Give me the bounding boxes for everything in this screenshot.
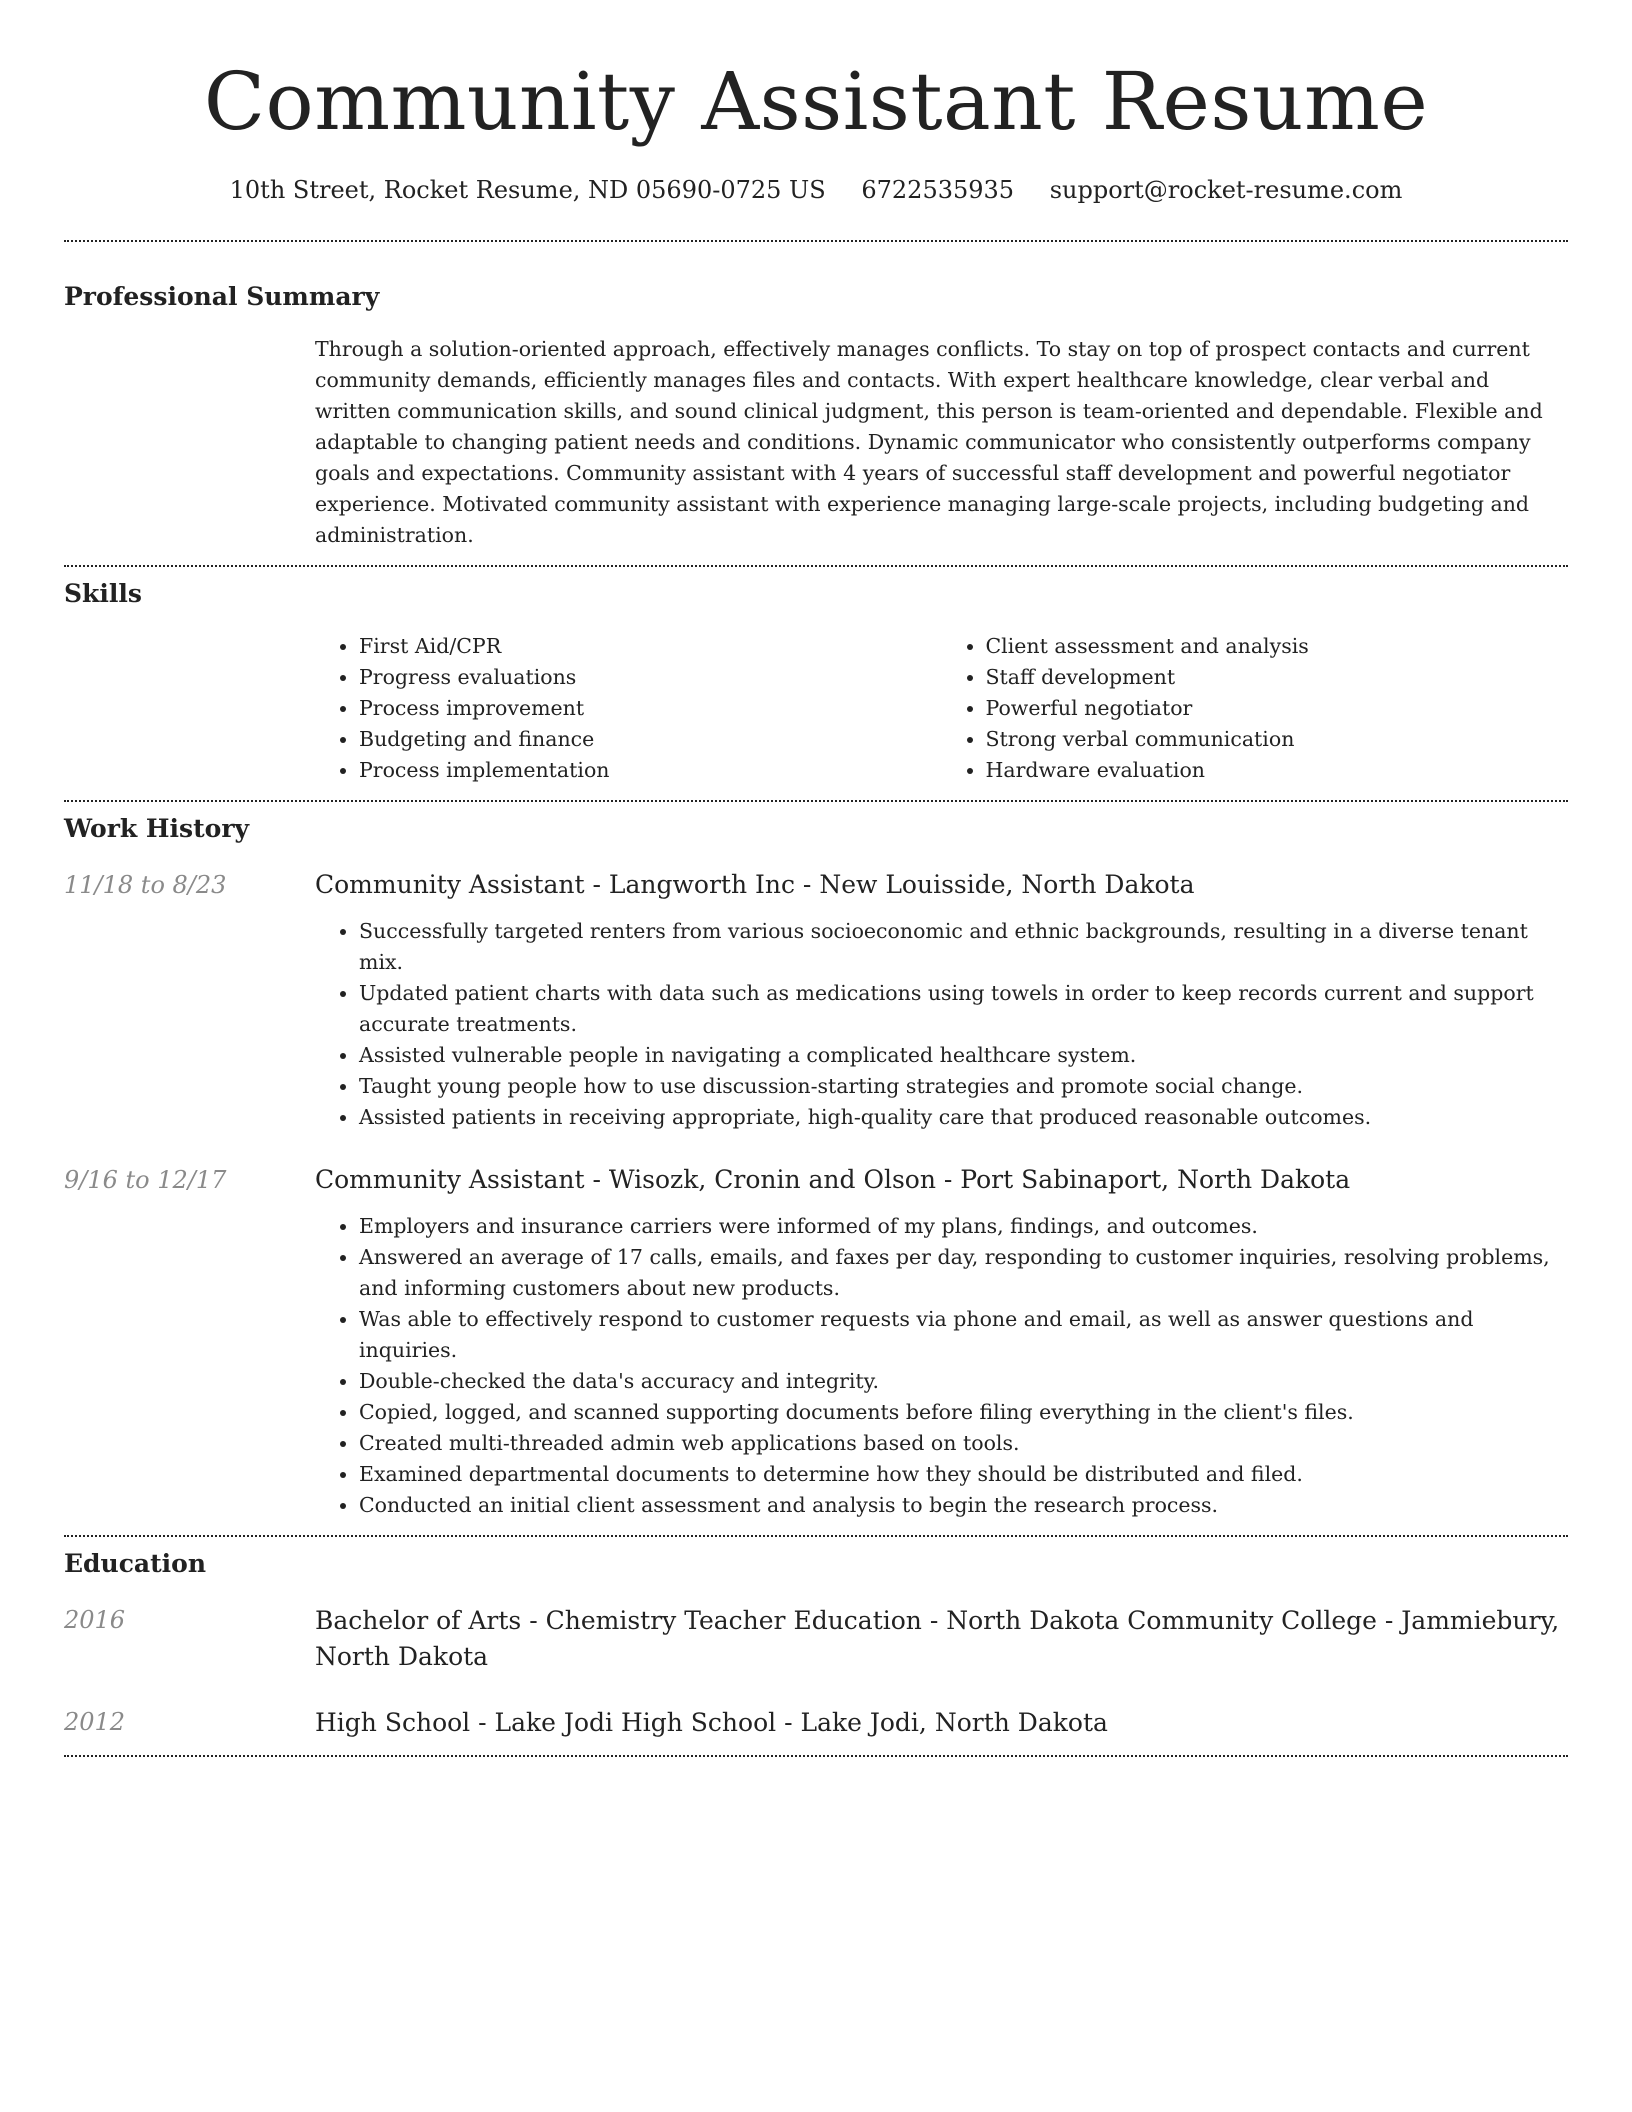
skill-item: • Hardware evaluation xyxy=(986,755,1569,786)
education-year: 2016 xyxy=(64,1606,126,1634)
skill-item: • Budgeting and finance xyxy=(359,724,942,755)
education-entry xyxy=(64,1705,1568,1741)
section-heading-summary: Professional Summary xyxy=(64,282,380,311)
job-heading xyxy=(315,1163,1568,1197)
education-school-location: - Lake Jodi High School - Lake Jodi, North Dakota xyxy=(470,1708,1108,1737)
education-degree: High School xyxy=(315,1708,471,1737)
skill-item: • Strong verbal communication xyxy=(986,724,1569,755)
job-bullet: • Assisted vulnerable people in navigating a complicated healthcare system. xyxy=(359,1040,1568,1071)
job-bullet: • Double-checked the data's accuracy and integrity. xyxy=(359,1366,1568,1397)
education-entry xyxy=(64,1603,1568,1675)
contact-email: support@rocket-resume.com xyxy=(1049,176,1403,204)
job-entry xyxy=(64,1163,1568,1521)
job-dates: 9/16 to 12/17 xyxy=(64,1166,227,1194)
job-bullets xyxy=(315,916,1568,1133)
skills-list-left xyxy=(315,631,942,786)
job-bullet: • Conducted an initial client assessment and analysis to begin the research process. xyxy=(359,1490,1568,1521)
job-employer-location: - Langworth Inc - New Louisside, North Dakota xyxy=(584,870,1195,899)
job-bullet: • Taught young people how to use discussion-starting strategies and promote social change. xyxy=(359,1071,1568,1102)
job-title: Community Assistant xyxy=(315,870,585,899)
job-entry xyxy=(64,868,1568,1133)
summary-section xyxy=(64,242,1568,551)
education-heading xyxy=(315,1603,1568,1675)
skill-item: • Client assessment and analysis xyxy=(986,631,1569,662)
skill-item: • Process implementation xyxy=(359,755,942,786)
job-bullet: • Was able to effectively respond to customer requests via phone and email, as well as answer questions and inquiries. xyxy=(359,1304,1568,1366)
job-bullet: • Examined departmental documents to determine how they should be distributed and filed. xyxy=(359,1459,1568,1490)
job-title: Community Assistant xyxy=(315,1165,585,1194)
skills-section xyxy=(64,567,1568,786)
job-heading xyxy=(315,868,1568,902)
skills-grid xyxy=(315,631,1568,786)
job-bullet: • Successfully targeted renters from various socioeconomic and ethnic backgrounds, resulting in a diverse tenant mix. xyxy=(359,916,1568,978)
skill-item: • Process improvement xyxy=(359,693,942,724)
education-heading xyxy=(315,1705,1568,1741)
work-history-section xyxy=(64,802,1568,1521)
education-degree: Bachelor of Arts - Chemistry Teacher Education xyxy=(315,1606,922,1635)
skills-list-right xyxy=(942,631,1569,786)
section-heading-skills: Skills xyxy=(64,579,142,608)
education-school-location: - North Dakota Community College - Jammiebury, North Dakota xyxy=(315,1606,1560,1671)
contact-line xyxy=(64,174,1568,206)
education-year: 2012 xyxy=(64,1708,126,1736)
job-dates: 11/18 to 8/23 xyxy=(64,871,227,899)
skill-item: • Staff development xyxy=(986,662,1569,693)
divider xyxy=(64,1755,1568,1757)
skill-item: • Progress evaluations xyxy=(359,662,942,693)
section-heading-education: Education xyxy=(64,1549,207,1578)
education-section xyxy=(64,1537,1568,1741)
summary-text: Through a solution-oriented approach, effectively manages conflicts. To stay on top of prospect contacts and current community demands, efficiently manages files and contacts. With expert healthcare knowledge, clear verbal and written communication skills, and sound clinical judgment, this person is team-oriented and dependable. Flexible and adaptable to changing patient needs and conditions. Dynamic communicator who consistently outperforms company goals and expectations. Community assistant with 4 years of successful staff development and powerful negotiator experience. Motivated community assistant with experience managing large-scale projects, including budgeting and administration. xyxy=(315,337,1543,547)
skill-item: • First Aid/CPR xyxy=(359,631,942,662)
contact-phone: 6722535935 xyxy=(861,176,1015,204)
job-bullets xyxy=(315,1211,1568,1521)
section-heading-work: Work History xyxy=(64,814,250,843)
job-bullet: • Employers and insurance carriers were informed of my plans, findings, and outcomes. xyxy=(359,1211,1568,1242)
job-bullet: • Answered an average of 17 calls, emails, and faxes per day, responding to customer inquiries, resolving problems, and informing customers about new products. xyxy=(359,1242,1568,1304)
contact-address: 10th Street, Rocket Resume, ND 05690-0725 US xyxy=(229,176,826,204)
resume-title: Community Assistant Resume xyxy=(203,55,1429,148)
skill-item: • Powerful negotiator xyxy=(986,693,1569,724)
job-employer-location: - Wisozk, Cronin and Olson - Port Sabinaport, North Dakota xyxy=(584,1165,1351,1194)
job-bullet: • Assisted patients in receiving appropriate, high-quality care that produced reasonable outcomes. xyxy=(359,1102,1568,1133)
job-bullet: • Copied, logged, and scanned supporting documents before filing everything in the client's files. xyxy=(359,1397,1568,1428)
job-bullet: • Updated patient charts with data such as medications using towels in order to keep records current and support accurate treatments. xyxy=(359,978,1568,1040)
job-bullet: • Created multi-threaded admin web applications based on tools. xyxy=(359,1428,1568,1459)
